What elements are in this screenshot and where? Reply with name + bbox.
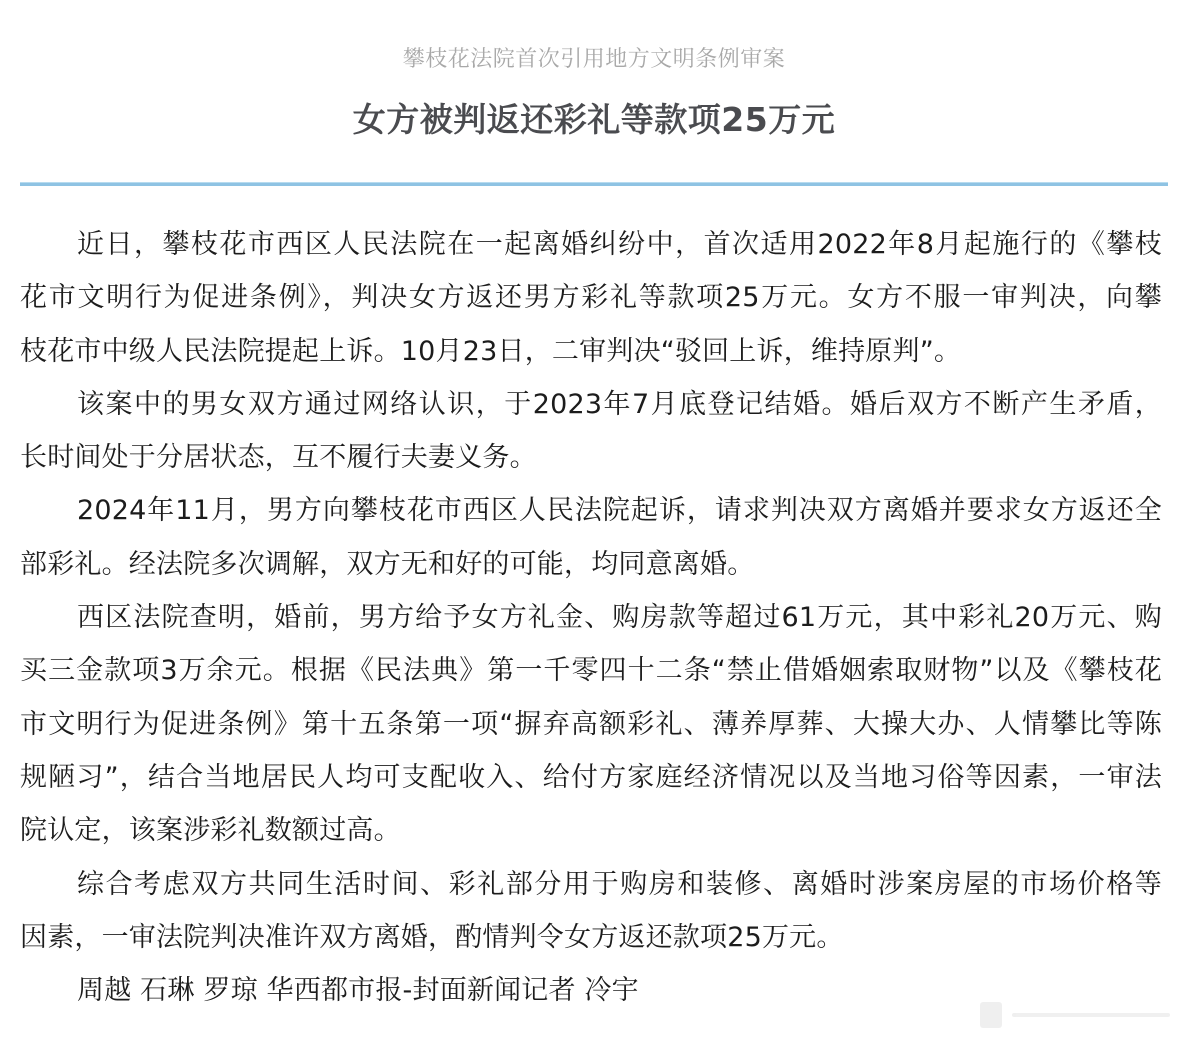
paragraph-line: 院认定，该案涉彩礼数额过高。 (20, 815, 401, 847)
paragraph-line: 该案中的男女双方通过网络认识，于2023年7月底登记结婚。婚后双方不断产生矛盾， (77, 388, 1162, 420)
watermark-mark-icon (980, 1002, 1002, 1028)
watermark-bar (1012, 1013, 1170, 1017)
paragraph-2 (20, 378, 1162, 485)
paragraph-5 (20, 858, 1162, 965)
paragraph-line: 买三金款项3万余元。根据《民法典》第一千零四十二条“禁止借婚姻索取财物”以及《攀枝花 (20, 655, 1162, 687)
paragraph-4 (20, 591, 1162, 857)
article-body (20, 218, 1162, 1017)
paragraph-line: 综合考虑双方共同生活时间、彩礼部分用于购房和装修、离婚时涉案房屋的市场价格等 (77, 868, 1162, 900)
article-kicker: 攀枝花法院首次引用地方文明条例审案 (402, 47, 786, 72)
paragraph-line: 花市文明行为促进条例》，判决女方返还男方彩礼等款项25万元。女方不服一审判决，向攀 (20, 282, 1162, 314)
paragraph-3 (20, 484, 1162, 591)
paragraph-line: 部彩礼。经法院多次调解，双方无和好的可能，均同意离婚。 (20, 548, 755, 580)
paragraph-1 (20, 218, 1162, 378)
paragraph-line: 长时间处于分居状态，互不履行夫妻义务。 (20, 442, 537, 474)
paragraph-line: 西区法院查明，婚前，男方给予女方礼金、购房款等超过61万元，其中彩礼20万元、购 (77, 602, 1162, 634)
paragraph-line: 近日，攀枝花市西区人民法院在一起离婚纠纷中，首次适用2022年8月起施行的《攀枝 (77, 229, 1162, 260)
paragraph-line: 枝花市中级人民法院提起上诉。10月23日，二审判决“驳回上诉，维持原判”。 (20, 335, 962, 367)
paragraph-line: 规陋习”，结合当地居民人均可支配收入、给付方家庭经济情况以及当地习俗等因素，一审法 (20, 761, 1162, 793)
byline: 周越 石琳 罗琼 华西都市报-封面新闻记者 冷宇 (77, 975, 639, 1007)
watermark-logo-icon (980, 1000, 1170, 1030)
paragraph-line: 2024年11月，男方向攀枝花市西区人民法院起诉，请求判决双方离婚并要求女方返还全 (77, 495, 1162, 527)
header-divider (20, 182, 1168, 186)
paragraph-line: 市文明行为促进条例》第十五条第一项“摒弃高额彩礼、薄养厚葬、大操大办、人情攀比等陈 (20, 708, 1162, 740)
paragraph-line: 因素，一审法院判决准许双方离婚，酌情判令女方返还款项25万元。 (20, 921, 844, 953)
article-headline: 女方被判返还彩礼等款项25万元 (352, 100, 836, 139)
